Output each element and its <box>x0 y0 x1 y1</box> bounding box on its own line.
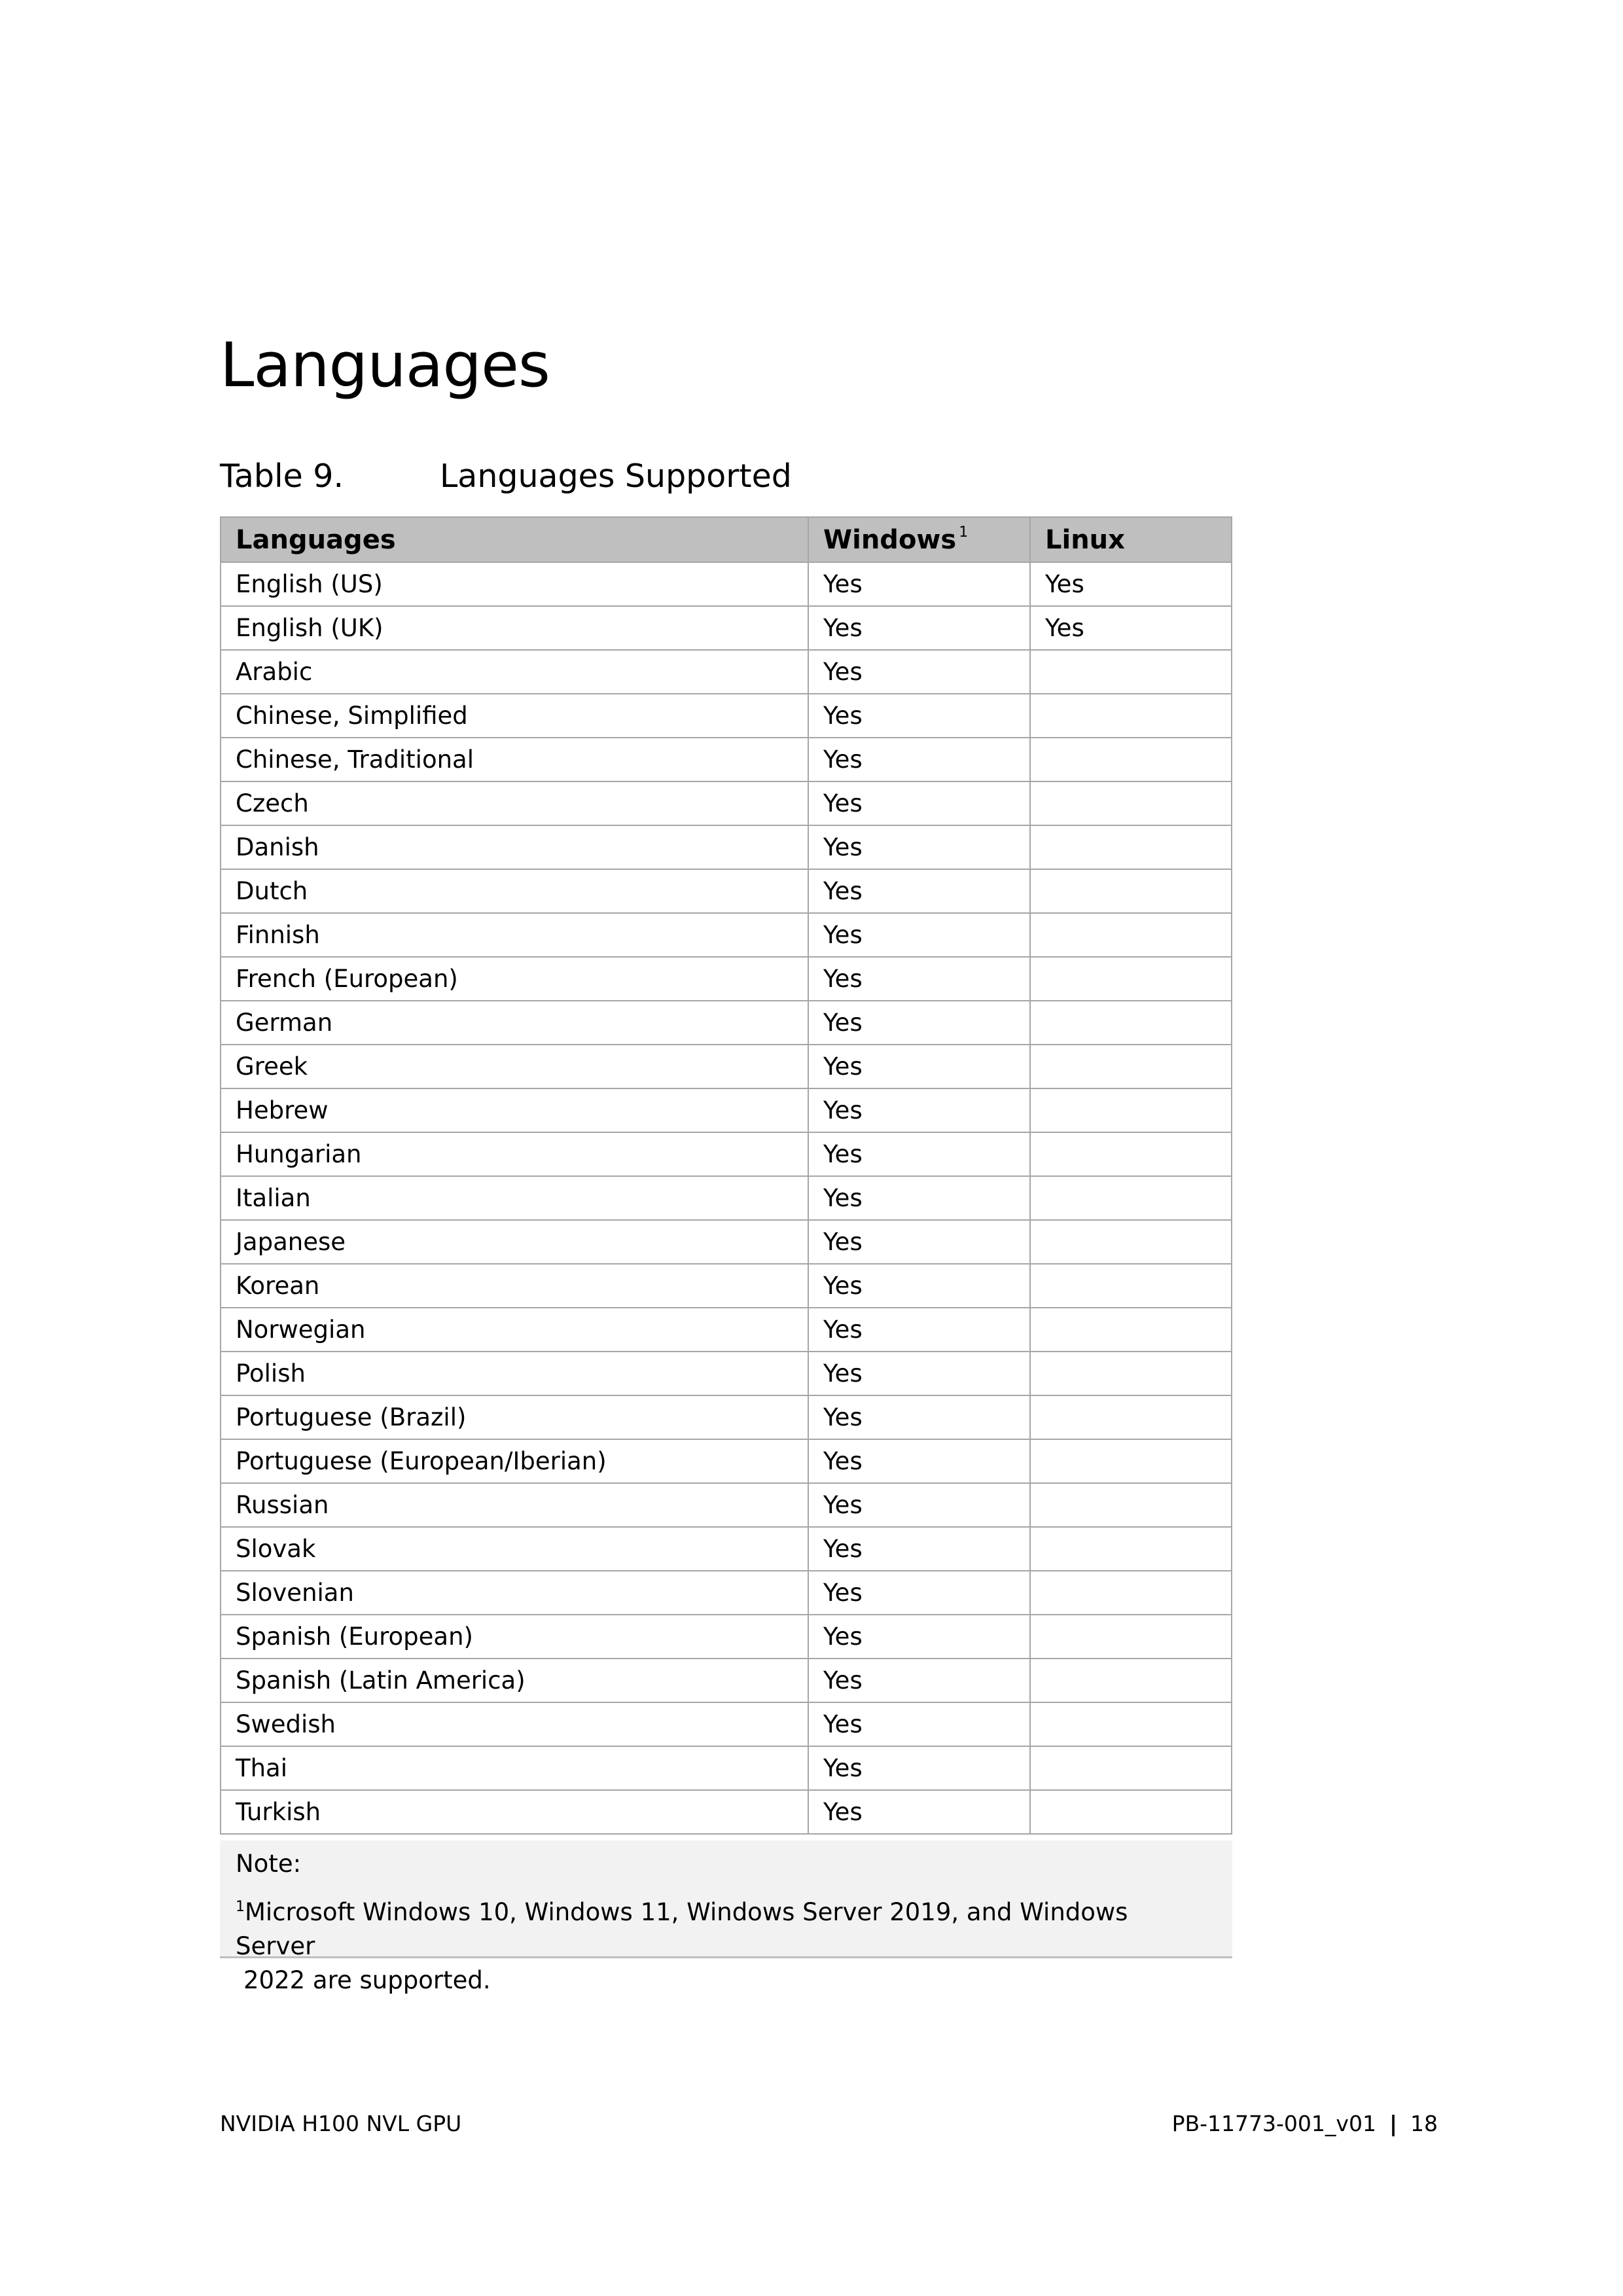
cell-language: Swedish <box>221 1702 808 1746</box>
cell-linux <box>1030 1790 1232 1834</box>
cell-linux <box>1030 1395 1232 1439</box>
cell-linux <box>1030 1615 1232 1659</box>
cell-windows: Yes <box>808 1088 1030 1132</box>
cell-language: Polish <box>221 1352 808 1395</box>
cell-linux: Yes <box>1030 562 1232 606</box>
cell-linux <box>1030 1264 1232 1308</box>
cell-linux <box>1030 1220 1232 1264</box>
cell-windows: Yes <box>808 1352 1030 1395</box>
cell-language: English (UK) <box>221 606 808 650</box>
cell-linux <box>1030 738 1232 781</box>
cell-language: Slovak <box>221 1527 808 1571</box>
cell-language: Norwegian <box>221 1308 808 1352</box>
cell-linux <box>1030 869 1232 913</box>
cell-windows: Yes <box>808 650 1030 694</box>
cell-linux <box>1030 825 1232 869</box>
table-row <box>221 1615 1232 1659</box>
table-row <box>221 1790 1232 1834</box>
cell-windows: Yes <box>808 1132 1030 1176</box>
cell-linux <box>1030 1483 1232 1527</box>
table-row <box>221 1001 1232 1045</box>
cell-language: Turkish <box>221 1790 808 1834</box>
cell-windows: Yes <box>808 957 1030 1001</box>
cell-language: Arabic <box>221 650 808 694</box>
cell-windows: Yes <box>808 781 1030 825</box>
table-row <box>221 1045 1232 1088</box>
cell-windows: Yes <box>808 1571 1030 1615</box>
cell-linux <box>1030 957 1232 1001</box>
footer-doc-id: PB-11773-001_v01 <box>1171 2111 1376 2136</box>
cell-linux <box>1030 1352 1232 1395</box>
note-footnote-marker: 1 <box>236 1899 245 1915</box>
cell-language: Thai <box>221 1746 808 1790</box>
cell-linux <box>1030 1659 1232 1702</box>
page-heading: Languages <box>220 330 550 401</box>
cell-linux <box>1030 1045 1232 1088</box>
cell-windows: Yes <box>808 869 1030 913</box>
note-line-2: 2022 are supported. <box>243 1966 491 1994</box>
cell-linux <box>1030 650 1232 694</box>
cell-linux <box>1030 1176 1232 1220</box>
cell-linux <box>1030 1702 1232 1746</box>
cell-linux <box>1030 913 1232 957</box>
cell-language: Portuguese (Brazil) <box>221 1395 808 1439</box>
table-row <box>221 957 1232 1001</box>
cell-windows: Yes <box>808 1439 1030 1483</box>
table-row <box>221 1571 1232 1615</box>
cell-linux <box>1030 1439 1232 1483</box>
table-row <box>221 1659 1232 1702</box>
cell-language: Korean <box>221 1264 808 1308</box>
cell-windows: Yes <box>808 1395 1030 1439</box>
cell-windows: Yes <box>808 1045 1030 1088</box>
cell-language: Hebrew <box>221 1088 808 1132</box>
cell-linux <box>1030 1001 1232 1045</box>
windows-footnote-ref: 1 <box>959 524 969 541</box>
table-row <box>221 1132 1232 1176</box>
cell-language: Danish <box>221 825 808 869</box>
table-header-row <box>221 517 1232 562</box>
cell-linux <box>1030 781 1232 825</box>
cell-language: Spanish (Latin America) <box>221 1659 808 1702</box>
table-row <box>221 913 1232 957</box>
cell-windows: Yes <box>808 1176 1030 1220</box>
footer-page-info <box>1172 2113 1438 2134</box>
cell-windows: Yes <box>808 738 1030 781</box>
languages-table <box>220 516 1232 1835</box>
table-row <box>221 1352 1232 1395</box>
table-row <box>221 781 1232 825</box>
note-line-1: Microsoft Windows 10, Windows 11, Windows Server 2019, and Windows Server <box>236 1898 1128 1960</box>
cell-language: French (European) <box>221 957 808 1001</box>
cell-windows: Yes <box>808 1483 1030 1527</box>
footer-product: NVIDIA H100 NVL GPU <box>220 2111 462 2136</box>
table-row <box>221 1264 1232 1308</box>
table-row <box>221 869 1232 913</box>
footer-separator: | <box>1389 2111 1397 2136</box>
table-title: Languages Supported <box>440 457 792 495</box>
cell-linux <box>1030 694 1232 738</box>
table-note <box>220 1840 1232 1994</box>
table-row <box>221 825 1232 869</box>
cell-language: Spanish (European) <box>221 1615 808 1659</box>
table-row <box>221 1308 1232 1352</box>
cell-linux <box>1030 1308 1232 1352</box>
cell-language: Chinese, Simplified <box>221 694 808 738</box>
cell-linux: Yes <box>1030 606 1232 650</box>
cell-windows: Yes <box>808 1220 1030 1264</box>
cell-windows: Yes <box>808 1264 1030 1308</box>
table-row <box>221 1702 1232 1746</box>
table-row <box>221 694 1232 738</box>
cell-windows: Yes <box>808 825 1030 869</box>
table-row <box>221 1220 1232 1264</box>
cell-windows: Yes <box>808 1527 1030 1571</box>
cell-language: German <box>221 1001 808 1045</box>
note-text <box>236 1890 1185 1998</box>
table-row <box>221 1439 1232 1483</box>
cell-linux <box>1030 1527 1232 1571</box>
cell-windows: Yes <box>808 1659 1030 1702</box>
footer-page-number: 18 <box>1410 2111 1438 2136</box>
cell-language: Greek <box>221 1045 808 1088</box>
cell-windows: Yes <box>808 1790 1030 1834</box>
cell-windows: Yes <box>808 1746 1030 1790</box>
cell-linux <box>1030 1132 1232 1176</box>
table-row <box>221 1395 1232 1439</box>
cell-windows: Yes <box>808 694 1030 738</box>
cell-language: Japanese <box>221 1220 808 1264</box>
header-linux: Linux <box>1030 517 1232 562</box>
header-languages: Languages <box>221 517 808 562</box>
table-number: Table 9. <box>220 457 344 495</box>
table-row <box>221 738 1232 781</box>
cell-language: Dutch <box>221 869 808 913</box>
table-row <box>221 1527 1232 1571</box>
cell-language: Italian <box>221 1176 808 1220</box>
table-row <box>221 650 1232 694</box>
cell-language: Slovenian <box>221 1571 808 1615</box>
table-row <box>221 606 1232 650</box>
cell-linux <box>1030 1571 1232 1615</box>
table-row <box>221 1176 1232 1220</box>
cell-windows: Yes <box>808 606 1030 650</box>
cell-language: Russian <box>221 1483 808 1527</box>
cell-windows: Yes <box>808 1001 1030 1045</box>
table-caption <box>220 457 792 495</box>
cell-language: Chinese, Traditional <box>221 738 808 781</box>
cell-language: Hungarian <box>221 1132 808 1176</box>
table-row <box>221 1483 1232 1527</box>
cell-language: English (US) <box>221 562 808 606</box>
cell-language: Czech <box>221 781 808 825</box>
table-row <box>221 1746 1232 1790</box>
cell-language: Portuguese (European/Iberian) <box>221 1439 808 1483</box>
cell-windows: Yes <box>808 562 1030 606</box>
header-windows: Windows $^1$ <box>808 517 1030 562</box>
table-row <box>221 562 1232 606</box>
cell-windows: Yes <box>808 1308 1030 1352</box>
cell-language: Finnish <box>221 913 808 957</box>
cell-windows: Yes <box>808 913 1030 957</box>
cell-linux <box>1030 1088 1232 1132</box>
cell-linux <box>1030 1746 1232 1790</box>
cell-windows: Yes <box>808 1702 1030 1746</box>
table-row <box>221 1088 1232 1132</box>
cell-windows: Yes <box>808 1615 1030 1659</box>
note-label: Note: <box>236 1850 302 1878</box>
